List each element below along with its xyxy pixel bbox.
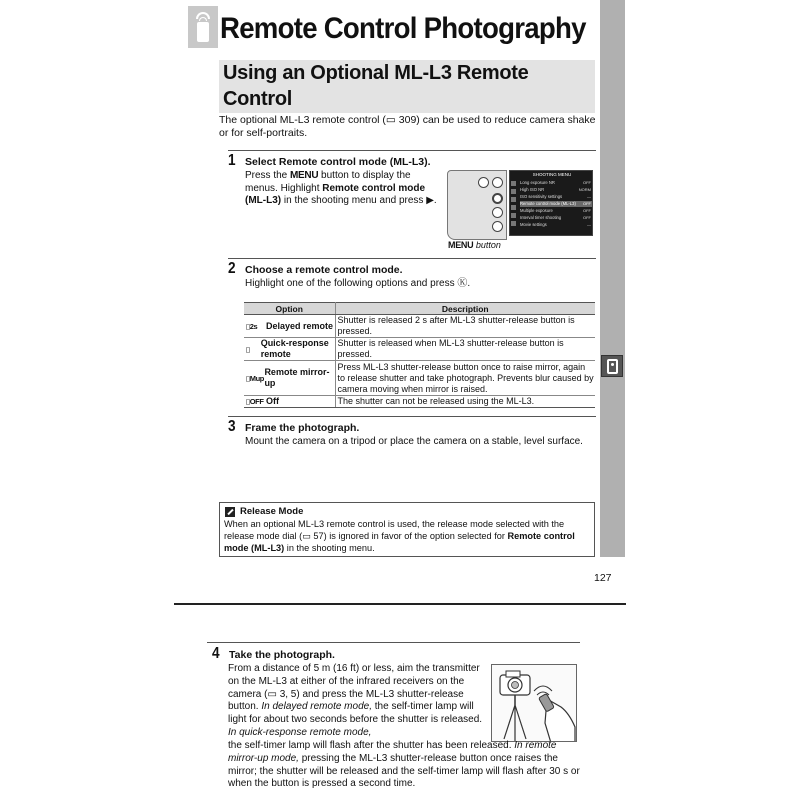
menu-row[interactable] [520,194,592,200]
step-number: 4 [212,645,220,662]
step-title: Choose a remote control mode. [245,264,403,276]
step-text: Press the MENU button to display the menus. Highlight Remote control mode (ML-L3) in the shooting menu and press ▶. [245,170,437,206]
book-reference-icon: ▭ [267,688,277,700]
table-row: ▯2s Delayed remote Shutter is released 2 s after ML-L3 shutter-release button is pressed. [244,315,595,338]
menu-row-value: NORM [578,187,591,192]
menu-row-value: OFF [583,180,591,185]
table-cell-description: Shutter is released 2 s after ML-L3 shutter-release button is pressed. [335,315,595,338]
camera-back-figure [447,170,595,240]
menu-row[interactable] [520,222,592,228]
menu-row-label: High ISO NR [520,187,545,192]
note-body: When an optional ML-L3 remote control is used, the release mode selected with the release mode dial (▭ 57) is ignored in favor of the option selected for Remote control mode (ML-L3) in the shooting menu. [224,519,575,553]
table-cell-description: Shutter is released when ML-L3 shutter-release button is pressed. [335,338,595,361]
camera-tripod-remote-drawing [492,665,577,742]
delayed-remote-icon: ▯2s [246,321,258,331]
camera-button-icon [492,207,503,218]
table-cell-description: The shutter can not be released using the ML-L3. [335,396,595,408]
quick-response-remote-icon: ▯ [246,344,250,354]
step-number: 1 [228,152,236,169]
step-divider [207,642,580,643]
book-reference-icon: ▭ [302,531,311,541]
right-arrow-icon: ▶ [426,195,434,206]
step-divider [228,416,596,417]
step-text: Highlight one of the following options and press Ⓚ. [245,278,471,289]
step-text-continued: the self-timer lamp will flash after the shutter has been released. In remote mirror-up mode, pressing the ML-L3 shutter-release button once raises the mirror; the shutter will be released and the self-timer lamp will flash after 30 s or when the button is pressed a second time. [228,740,580,790]
menu-row-label: Movie settings [520,222,547,227]
remote-control-icon [188,6,218,48]
menu-row-label: Multiple exposure [520,208,553,213]
menu-row-value: OFF [583,208,591,213]
menu-row[interactable] [520,215,592,221]
camera-body [447,170,507,240]
menu-row-value: OFF [583,215,591,220]
section-title: Using an Optional ML-L3 Remote Control [223,62,529,110]
page-title: Remote Control Photography [220,12,586,45]
table-row: ▯Mup Remote mirror-up Press ML-L3 shutter-release button once to raise mirror, again to release shutter and take photograph. Prevents blur caused by camera moving when mirror is raised. [246,361,594,394]
step-title: Select Remote control mode (ML-L3). [245,156,431,168]
remote-mode-table [244,302,595,408]
menu-row-label: ISO sensitivity settings [520,194,563,199]
chapter-tab-strip [600,0,625,557]
pencil-note-icon [225,507,235,517]
note-title: Release Mode [240,506,304,517]
table-header-description: Description [335,303,595,315]
menu-row-label: Remote control mode (ML-L3) [520,201,576,206]
table-header-row [244,303,595,315]
table-header-option: Option [244,303,335,315]
step-divider [228,258,596,259]
step-text: Mount the camera on a tripod or place the camera on a stable, level surface. [245,436,583,447]
camera-button-icon [492,177,503,188]
menu-button-icon [492,193,503,204]
menu-row[interactable] [520,201,592,207]
release-mode-note [219,502,595,557]
menu-row[interactable] [520,187,592,193]
menu-row[interactable] [520,180,592,186]
page-number: 127 [594,572,612,584]
remote-mirror-up-icon: ▯Mup [246,373,264,383]
step-title: Take the photograph. [229,649,335,661]
step-number: 3 [228,418,236,435]
intro-paragraph: The optional ML-L3 remote control (▭ 309) can be used to reduce camera shake or for self-portraits. [219,114,596,139]
figure-caption: MENU button [448,240,501,250]
menu-row-value: — [587,194,591,199]
step-text: From a distance of 5 m (16 ft) or less, aim the transmitter on the ML-L3 at either of the infrared receivers on the camera (▭ 3, 5) and press the ML-L3 shutter-release button. In delayed remote mode, the self-timer lamp will light for about two seconds before the shutter is released. In quick-response remote mode, [228,663,483,738]
table-row: ▯OFF Off The shutter can not be released using the ML-L3. [244,396,595,408]
menu-row-value: — [587,222,591,227]
menu-row[interactable] [520,208,592,214]
table-cell-description: Press ML-L3 shutter-release button once to raise mirror, again to release shutter and take photograph. Prevents blur caused by camera moving when mirror is raised. [335,361,595,396]
menu-screen-title: SHOOTING MENU [532,172,572,177]
book-reference-icon: ▭ [385,114,396,126]
ok-button-icon: Ⓚ [457,278,468,289]
menu-row-label: Long exposure NR [520,180,555,185]
step-title: Frame the photograph. [245,422,360,434]
camera-button-icon [492,221,503,232]
menu-tab-icons [511,181,518,229]
camera-button-icon [478,177,489,188]
camera-lcd-screen [509,170,593,236]
menu-row-value: OFF [583,201,591,206]
chapter-tab-icon[interactable] [601,355,623,377]
menu-row-label: Interval timer shooting [520,215,562,220]
step-number: 2 [228,260,236,277]
menu-button-label: MENU [290,170,319,181]
remote-off-icon: ▯OFF [246,397,264,406]
page-divider [174,603,626,605]
remote-usage-illustration [491,664,577,742]
step-divider [228,150,596,151]
table-row: ▯ Quick-response remote Shutter is released when ML-L3 shutter-release button is pressed. [244,338,595,361]
